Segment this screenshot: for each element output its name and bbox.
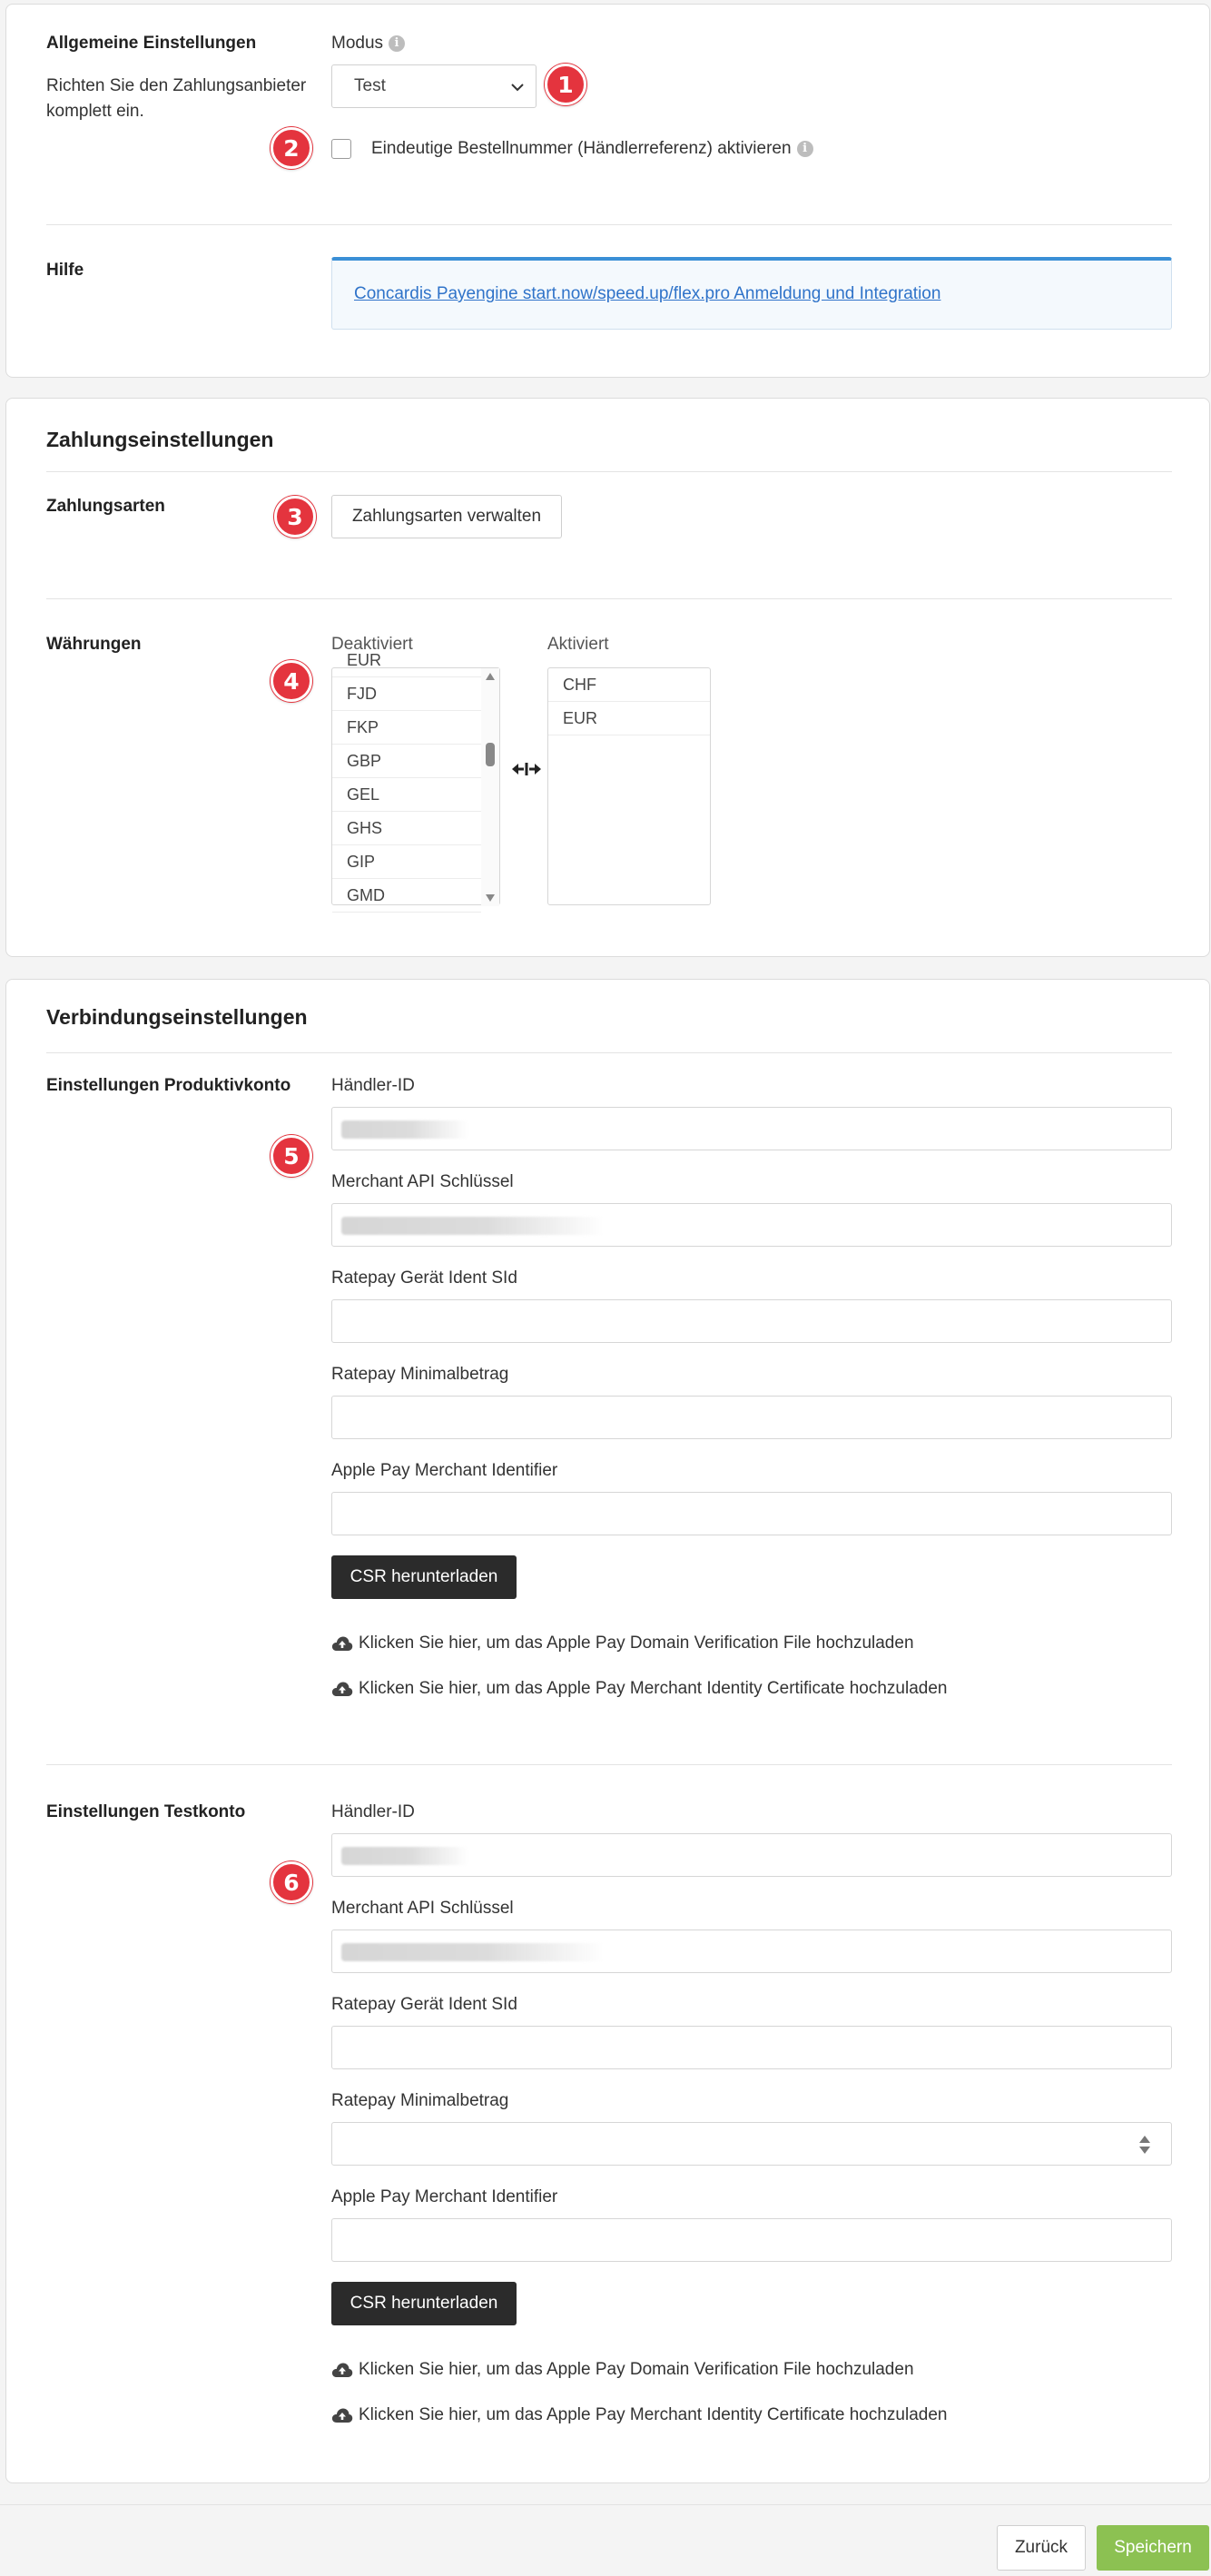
- unique-order-label: [371, 139, 813, 159]
- connection-settings-title: Verbindungseinstellungen: [46, 1005, 308, 1029]
- divider: [46, 1052, 1172, 1053]
- mode-select[interactable]: [331, 64, 537, 108]
- deactivated-label: Deaktiviert: [331, 635, 413, 654]
- test-merchant-id-label: Händler-ID: [331, 1802, 415, 1821]
- currency-item[interactable]: GHS: [332, 812, 481, 845]
- scrollbar-thumb[interactable]: [486, 743, 495, 766]
- test-ratepay-min-label: Ratepay Minimalbetrag: [331, 2091, 509, 2110]
- production-upload-cert-text: Klicken Sie hier, um das Apple Pay Merchant Identity Certificate hochzuladen: [359, 1679, 948, 1698]
- back-button[interactable]: Zurück: [997, 2525, 1086, 2571]
- redacted-value: [341, 1943, 605, 1961]
- production-ratepay-sid-label: Ratepay Gerät Ident SId: [331, 1268, 517, 1288]
- payment-methods-label: Zahlungsarten: [46, 497, 165, 516]
- deactivated-currencies-list[interactable]: [331, 651, 500, 905]
- footer-bar: [0, 2504, 1211, 2576]
- annotation-badge-4: 4: [271, 660, 312, 702]
- redacted-value: [341, 1120, 468, 1139]
- redacted-value: [341, 1217, 605, 1235]
- divider: [46, 471, 1172, 472]
- test-api-key-input[interactable]: [331, 1930, 1172, 1973]
- test-ratepay-sid-input[interactable]: [331, 2026, 1172, 2069]
- save-button[interactable]: Speichern: [1097, 2525, 1209, 2571]
- currencies-label: Währungen: [46, 635, 142, 654]
- production-apple-pay-id-label: Apple Pay Merchant Identifier: [331, 1461, 558, 1480]
- divider: [46, 224, 1172, 225]
- currency-item[interactable]: GEL: [332, 778, 481, 812]
- test-apple-pay-id-label: Apple Pay Merchant Identifier: [331, 2187, 558, 2206]
- unique-order-checkbox[interactable]: [331, 139, 351, 159]
- cloud-upload-icon: [331, 2407, 353, 2423]
- cloud-upload-icon: [331, 2362, 353, 2378]
- currency-item[interactable]: EUR: [548, 702, 710, 735]
- test-csr-download-button[interactable]: CSR herunterladen: [331, 2282, 517, 2325]
- production-api-key-input[interactable]: [331, 1203, 1172, 1247]
- currency-item[interactable]: GMD: [332, 879, 481, 913]
- currency-item[interactable]: FKP: [332, 711, 481, 745]
- mode-select-value: Test: [354, 76, 386, 95]
- annotation-badge-6: 6: [271, 1861, 312, 1903]
- test-upload-domain-link[interactable]: [331, 2360, 914, 2380]
- general-settings-title: Allgemeine Einstellungen: [46, 34, 257, 53]
- payment-settings-title: Zahlungseinstellungen: [46, 428, 274, 451]
- test-upload-domain-text: Klicken Sie hier, um das Apple Pay Domain Verification File hochzuladen: [359, 2360, 914, 2379]
- deactivated-list-items: [332, 644, 481, 913]
- scroll-up-icon[interactable]: [485, 672, 496, 681]
- currency-item[interactable]: GIP: [332, 845, 481, 879]
- redacted-value: [341, 1847, 468, 1865]
- production-upload-domain-link[interactable]: [331, 1633, 914, 1653]
- annotation-badge-2: 2: [271, 127, 312, 169]
- scroll-down-icon[interactable]: [485, 893, 496, 903]
- test-ratepay-min-input[interactable]: [331, 2122, 1172, 2166]
- general-settings-card: [5, 4, 1210, 378]
- help-label: Hilfe: [46, 261, 84, 280]
- info-icon[interactable]: i: [389, 35, 405, 52]
- currency-item[interactable]: EUR: [332, 644, 481, 677]
- scrollbar[interactable]: [481, 668, 499, 906]
- help-box: [331, 257, 1172, 330]
- mode-label-text: Modus: [331, 34, 384, 53]
- help-link[interactable]: Concardis Payengine start.now/speed.up/flex.pro Anmeldung und Integration: [354, 284, 941, 303]
- production-merchant-id-input[interactable]: [331, 1107, 1172, 1150]
- production-csr-download-button[interactable]: CSR herunterladen: [331, 1555, 517, 1599]
- currency-item[interactable]: GBP: [332, 745, 481, 778]
- production-ratepay-sid-input[interactable]: [331, 1299, 1172, 1343]
- production-ratepay-min-input[interactable]: [331, 1396, 1172, 1439]
- annotation-badge-1: 1: [545, 64, 586, 105]
- currency-item[interactable]: CHF: [548, 668, 710, 702]
- chevron-down-icon: [510, 81, 525, 94]
- test-upload-cert-text: Klicken Sie hier, um das Apple Pay Merchant Identity Certificate hochzuladen: [359, 2405, 948, 2424]
- activated-label: Aktiviert: [547, 635, 609, 654]
- divider: [46, 1764, 1172, 1765]
- test-upload-cert-link[interactable]: [331, 2405, 947, 2425]
- test-merchant-id-input[interactable]: [331, 1833, 1172, 1877]
- production-ratepay-min-label: Ratepay Minimalbetrag: [331, 1365, 509, 1384]
- mode-label: [331, 34, 405, 54]
- currency-item[interactable]: FJD: [332, 677, 481, 711]
- production-api-key-label: Merchant API Schlüssel: [331, 1172, 514, 1191]
- activated-currencies-list[interactable]: [547, 667, 711, 905]
- production-upload-cert-link[interactable]: [331, 1679, 947, 1699]
- divider: [46, 598, 1172, 599]
- general-settings-description: Richten Sie den Zahlungsanbieter komplett ein.: [46, 76, 307, 121]
- move-arrows-icon[interactable]: [511, 762, 542, 776]
- number-stepper-icon[interactable]: [1138, 2134, 1151, 2156]
- test-settings-title: Einstellungen Testkonto: [46, 1802, 246, 1821]
- production-merchant-id-label: Händler-ID: [331, 1076, 415, 1095]
- connection-settings-card: [5, 979, 1210, 2483]
- manage-payment-methods-button[interactable]: Zahlungsarten verwalten: [331, 495, 562, 538]
- production-upload-domain-text: Klicken Sie hier, um das Apple Pay Domain Verification File hochzuladen: [359, 1633, 914, 1653]
- payment-settings-card: [5, 398, 1210, 957]
- cloud-upload-icon: [331, 1635, 353, 1652]
- unique-order-label-text: Eindeutige Bestellnummer (Händlerreferenz) aktivieren: [371, 139, 792, 158]
- annotation-badge-5: 5: [271, 1135, 312, 1177]
- test-apple-pay-id-input[interactable]: [331, 2218, 1172, 2262]
- cloud-upload-icon: [331, 1681, 353, 1697]
- production-settings-title: Einstellungen Produktivkonto: [46, 1076, 291, 1095]
- annotation-badge-3: 3: [274, 496, 316, 538]
- test-ratepay-sid-label: Ratepay Gerät Ident SId: [331, 1995, 517, 2014]
- test-api-key-label: Merchant API Schlüssel: [331, 1899, 514, 1918]
- production-apple-pay-id-input[interactable]: [331, 1492, 1172, 1535]
- info-icon[interactable]: i: [797, 141, 813, 157]
